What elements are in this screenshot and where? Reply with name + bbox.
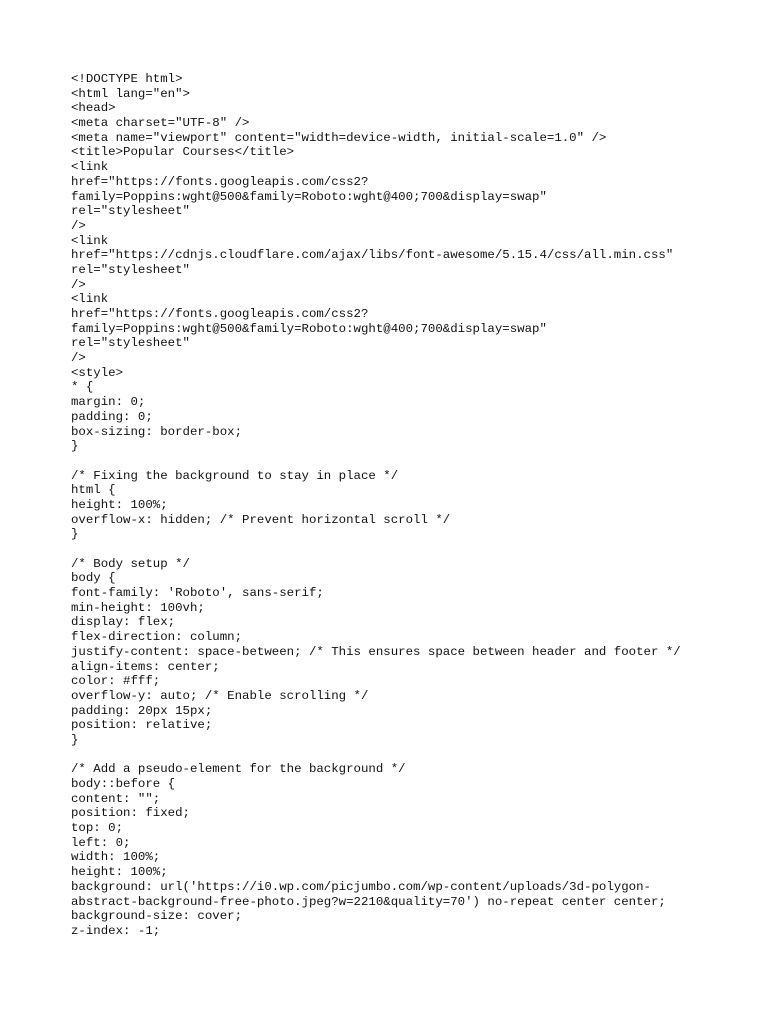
- code-line: z-index: -1;: [71, 923, 161, 938]
- code-line: <title>Popular Courses</title>: [71, 145, 295, 160]
- code-line: }: [71, 732, 79, 747]
- code-line: rel="stylesheet": [71, 262, 190, 277]
- code-line: overflow-x: hidden; /* Prevent horizontal scroll */: [71, 512, 451, 527]
- code-line: color: #fff;: [71, 674, 161, 689]
- code-line: background-size: cover;: [71, 909, 243, 924]
- code-line: <link: [71, 160, 109, 175]
- code-line: family=Poppins:wght@500&family=Roboto:wght@400;700&display=swap": [71, 321, 547, 336]
- code-line: <meta name="viewport" content="width=device-width, initial-scale=1.0" />: [71, 130, 607, 145]
- code-line: <link: [71, 292, 109, 307]
- code-line: overflow-y: auto; /* Enable scrolling */: [71, 688, 369, 703]
- code-line: left: 0;: [71, 835, 131, 850]
- code-line: box-sizing: border-box;: [71, 424, 243, 439]
- code-line: flex-direction: column;: [71, 630, 243, 645]
- code-line: [71, 748, 751, 763]
- code-line: href="https://fonts.googleapis.com/css2?: [71, 307, 369, 321]
- code-line: display: flex;: [71, 615, 176, 630]
- code-listing: [71, 72, 751, 939]
- code-line: top: 0;: [71, 821, 124, 836]
- code-line: <style>: [71, 365, 124, 380]
- code-line: <meta charset="UTF-8" />: [71, 116, 250, 131]
- code-line: align-items: center;: [71, 659, 220, 674]
- code-line: }: [71, 527, 79, 542]
- code-line: padding: 0;: [71, 409, 153, 424]
- code-line: /* Body setup */: [71, 556, 190, 571]
- code-line: />: [71, 277, 86, 292]
- code-line: width: 100%;: [71, 850, 161, 865]
- code-line: content: "";: [71, 791, 161, 806]
- code-line: padding: 20px 15px;: [71, 703, 213, 718]
- code-line: * {: [71, 380, 94, 395]
- code-line: abstract-background-free-photo.jpeg?w=2210&quality=70') no-repeat center center;: [71, 894, 666, 909]
- code-line: min-height: 100vh;: [71, 600, 205, 615]
- code-line: [71, 542, 751, 557]
- code-line: /* Fixing the background to stay in place */: [71, 468, 399, 483]
- code-line: />: [71, 218, 86, 233]
- code-line: rel="stylesheet": [71, 204, 190, 219]
- code-line: justify-content: space-between; /* This ensures space between header and footer */: [71, 644, 681, 659]
- code-line: font-family: 'Roboto', sans-serif;: [71, 586, 324, 601]
- code-line: background: url('https://i0.wp.com/picjumbo.com/wp-content/uploads/3d-polygon-: [71, 879, 651, 894]
- code-line: rel="stylesheet": [71, 336, 190, 351]
- code-line: href="https://cdnjs.cloudflare.com/ajax/libs/font-awesome/5.15.4/css/all.min.css": [71, 248, 674, 263]
- code-line: body {: [71, 571, 116, 586]
- code-line: position: fixed;: [71, 806, 190, 821]
- code-line: body::before {: [71, 777, 176, 791]
- code-line: position: relative;: [71, 718, 213, 733]
- code-line: <head>: [71, 101, 116, 116]
- code-line: family=Poppins:wght@500&family=Roboto:wght@400;700&display=swap": [71, 189, 547, 204]
- code-line: <link: [71, 233, 109, 248]
- code-line: /* Add a pseudo-element for the background */: [71, 762, 406, 777]
- code-line: href="https://fonts.googleapis.com/css2?: [71, 174, 369, 189]
- code-line: <!DOCTYPE html>: [71, 72, 183, 86]
- code-line: />: [71, 351, 86, 366]
- code-line: }: [71, 439, 79, 454]
- code-line: <html lang="en">: [71, 86, 190, 101]
- code-line: [71, 454, 751, 469]
- code-line: html {: [71, 483, 116, 498]
- code-line: height: 100%;: [71, 865, 168, 880]
- code-line: margin: 0;: [71, 395, 146, 410]
- code-line: height: 100%;: [71, 497, 168, 512]
